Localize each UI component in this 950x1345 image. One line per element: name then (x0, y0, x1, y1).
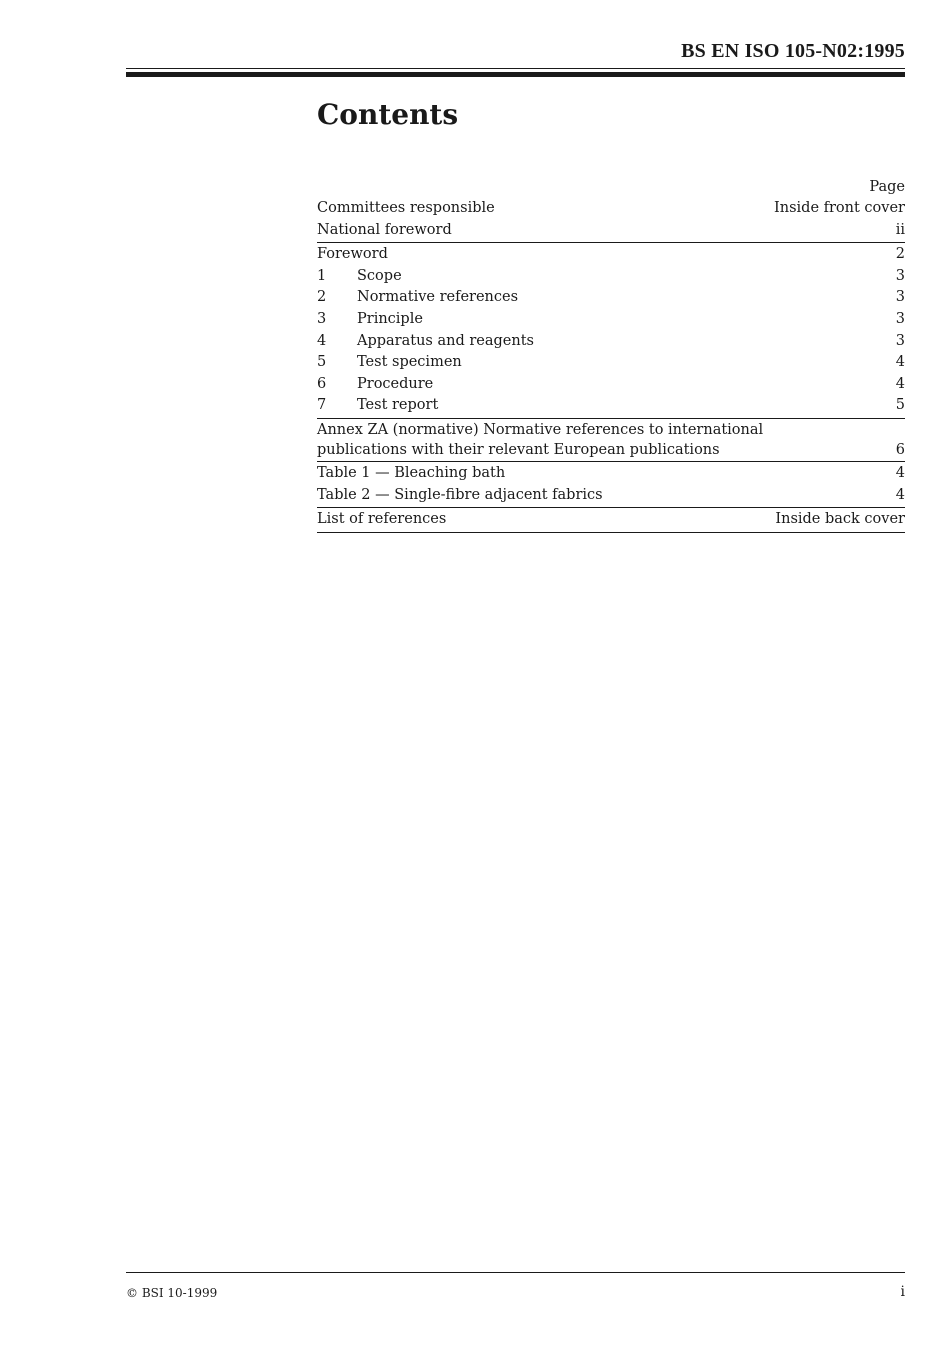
page-number: i (900, 1284, 905, 1300)
document-id: BS EN ISO 105-N02:1995 (681, 40, 905, 62)
toc-entry-label: Table 2 — Single-fibre adjacent fabrics (317, 486, 603, 503)
toc-entry-page: 4 (895, 486, 905, 503)
toc-entry-label: Foreword (317, 246, 388, 263)
toc-entry-page: 4 (895, 464, 905, 481)
toc-entry[interactable] (317, 220, 905, 242)
toc-entry-label: Test report (357, 397, 439, 414)
toc-entry[interactable] (317, 266, 905, 288)
toc-entry[interactable] (317, 420, 905, 460)
toc-entry-page: 6 (895, 441, 905, 458)
toc-entry-label: Test specimen (357, 354, 462, 371)
toc-entry[interactable] (317, 287, 905, 309)
copyright-notice: © BSI 10-1999 (126, 1286, 218, 1300)
toc-entry-label: List of references (317, 511, 447, 528)
toc-entry-number: 7 (317, 397, 327, 414)
toc-entry-label: Annex ZA (normative) Normative references to international publications with their relevant European publications (317, 421, 764, 458)
toc-entry-page: 5 (895, 397, 905, 414)
toc-entry-page: 2 (895, 246, 905, 263)
toc-entry[interactable] (317, 463, 905, 485)
toc-entry-label: Procedure (357, 375, 434, 392)
toc-entry-page: 3 (895, 289, 905, 306)
toc-entry-number: 5 (317, 354, 327, 371)
table-of-contents (317, 176, 905, 534)
toc-entry[interactable] (317, 509, 905, 531)
toc-entry-page: 4 (895, 354, 905, 371)
footer-rule (126, 1272, 905, 1273)
toc-entry-page: 3 (895, 310, 905, 327)
toc-entry-label: Principle (357, 310, 423, 327)
header-rule-thin (126, 68, 905, 69)
toc-entry-label: Normative references (357, 289, 519, 306)
toc-group-back-matter (317, 509, 905, 533)
toc-entry[interactable] (317, 331, 905, 353)
toc-group-tables (317, 463, 905, 508)
toc-entry[interactable] (317, 485, 905, 507)
toc-entry[interactable] (317, 244, 905, 266)
toc-entry-label: National foreword (317, 221, 452, 238)
toc-entry[interactable] (317, 309, 905, 331)
toc-entry-page: ii (895, 221, 905, 238)
toc-entry-label: Apparatus and reagents (357, 332, 534, 349)
toc-entry-page: Inside front cover (774, 200, 905, 216)
toc-entry-number: 3 (317, 310, 327, 327)
toc-entry[interactable] (317, 352, 905, 374)
toc-group-annex (317, 420, 905, 462)
toc-entry-label: Scope (357, 267, 402, 284)
header-rule-thick (126, 72, 905, 77)
toc-group-clauses (317, 244, 905, 419)
toc-group-front-matter (317, 198, 905, 243)
toc-entry-label: Committees responsible (317, 200, 495, 216)
toc-entry-page: 3 (895, 332, 905, 349)
toc-entry[interactable] (317, 198, 905, 220)
toc-entry-page: Inside back cover (775, 511, 905, 528)
toc-entry-number: 2 (317, 289, 327, 306)
toc-entry[interactable] (317, 395, 905, 417)
toc-entry[interactable] (317, 374, 905, 396)
page-column-heading: Page (869, 179, 905, 195)
toc-entry-number: 1 (317, 267, 327, 284)
toc-entry-page: 4 (895, 375, 905, 392)
toc-entry-number: 4 (317, 332, 327, 349)
toc-entry-number: 6 (317, 375, 327, 392)
toc-entry-page: 3 (895, 267, 905, 284)
page-title: Contents (317, 98, 459, 131)
toc-entry-label: Table 1 — Bleaching bath (317, 464, 506, 481)
